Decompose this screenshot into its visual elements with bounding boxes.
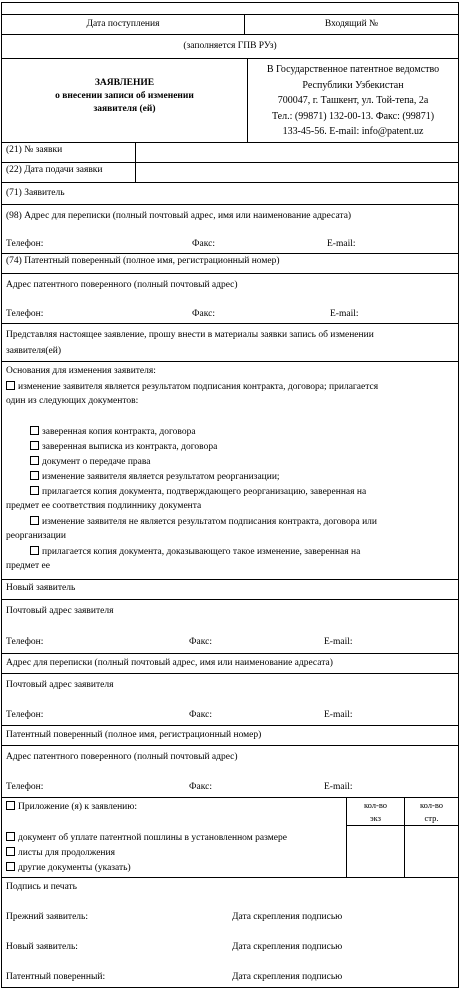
ground-item-checkbox[interactable] — [30, 516, 39, 525]
office-line-5: 133-45-56. E-mail: info@patent.uz — [282, 126, 424, 137]
attachments-block — [2, 798, 458, 878]
request-row — [2, 324, 458, 362]
pages-header — [405, 798, 458, 826]
new-correspondence-row[interactable]: Адрес для переписки (полный почтовый адрес, имя или наименование адресата) — [2, 654, 458, 674]
fax-label: Факс: — [189, 710, 212, 720]
ground-item-label: прилагается копия документа, подтверждающего реорганизацию, заверенная на — [42, 487, 367, 497]
attorney-row[interactable]: (74) Патентный поверенный (полное имя, регистрационный номер) — [2, 254, 458, 274]
top-blank-row — [2, 3, 458, 15]
new-date-label: Дата скрепления подписью — [232, 942, 343, 952]
ground-item-checkbox[interactable] — [30, 486, 39, 495]
email-label: E-mail: — [330, 309, 359, 319]
ground-item — [30, 456, 150, 467]
form-title — [2, 59, 248, 142]
phone-label: Телефон: — [6, 309, 44, 319]
office-address — [248, 59, 458, 142]
ground-item — [30, 426, 196, 437]
app-no-row — [2, 143, 458, 163]
attachment-checkbox[interactable] — [6, 862, 15, 871]
filing-date-label: (22) Дата подачи заявки — [2, 163, 136, 182]
fax-label: Факс: — [192, 309, 215, 319]
ground-item — [30, 516, 377, 527]
app-no-label: (21) № заявки — [2, 143, 136, 162]
ground-item-continuation: предмет ее — [6, 561, 50, 571]
ground-item-label: изменение заявителя является результатом реорганизации; — [42, 472, 280, 482]
application-form — [1, 2, 459, 988]
attachment-checkbox[interactable] — [6, 847, 15, 856]
attachment-checkbox[interactable] — [6, 832, 15, 841]
new-attorney-row[interactable]: Патентный поверенный (полное имя, регистрационный номер) — [2, 726, 458, 746]
ground-item-label: изменение заявителя не является результатом подписания контракта, договора или — [42, 517, 377, 527]
pages-header-line-2: стр. — [424, 813, 439, 823]
attorney-date-label: Дата скрепления подписью — [232, 972, 343, 982]
ground-item-label: заверенная копия контракта, договора — [42, 427, 196, 437]
phone-label: Телефон: — [6, 637, 44, 647]
signature-block — [2, 878, 458, 988]
app-no-field[interactable] — [136, 143, 458, 162]
received-date-label: Дата поступления — [2, 15, 245, 34]
ground-item — [30, 486, 366, 497]
email-label: E-mail: — [324, 637, 353, 647]
signature-title: Подпись и печать — [6, 882, 78, 892]
phone-label: Телефон: — [6, 239, 44, 249]
title-line-2: о внесении записи об изменении — [55, 91, 194, 101]
attachments-checkbox[interactable] — [6, 801, 15, 810]
new-postal-row[interactable] — [2, 600, 458, 654]
ground-main-line-2: один из следующих документов: — [6, 396, 139, 406]
former-applicant-label: Прежний заявитель: — [6, 912, 89, 922]
attachment-item — [6, 862, 131, 873]
correspondence-label: (98) Адрес для переписки (полный почтовый адрес, имя или наименование адресата) — [6, 211, 352, 221]
new-postal2-label: Почтовый адрес заявителя — [6, 680, 114, 690]
ground-item-checkbox[interactable] — [30, 426, 39, 435]
attachment-label: другие документы (указать) — [18, 863, 131, 873]
title-line-3: заявителя (ей) — [93, 104, 156, 114]
phone-label: Телефон: — [6, 710, 44, 720]
title-line-1: ЗАЯВЛЕНИЕ — [94, 78, 155, 88]
pages-header-line-1: кол-во — [419, 800, 444, 810]
ground-item-checkbox[interactable] — [30, 546, 39, 555]
grounds-block — [2, 362, 458, 580]
new-attorney-address-row[interactable] — [2, 746, 458, 798]
attorney-address-label: Адрес патентного поверенного (полный почтовый адрес) — [6, 280, 238, 290]
ground-item-checkbox[interactable] — [30, 471, 39, 480]
ground-item-checkbox[interactable] — [30, 456, 39, 465]
pages-column — [405, 798, 458, 877]
new-applicant-title: Новый заявитель — [2, 580, 458, 600]
former-date-label: Дата скрепления подписью — [232, 912, 343, 922]
title-block — [2, 59, 458, 143]
attachment-label: документ об уплате патентной пошлины в установленном размере — [18, 833, 287, 843]
fax-label: Факс: — [192, 239, 215, 249]
ground-item-checkbox[interactable] — [30, 441, 39, 450]
attorney-signature-label: Патентный поверенный: — [6, 972, 106, 982]
copies-column — [347, 798, 405, 877]
ground-item-continuation: реорганизации — [6, 531, 66, 541]
email-label: E-mail: — [324, 710, 353, 720]
attachments-list — [2, 798, 347, 877]
ground-item-label: документ о передаче права — [42, 457, 151, 467]
attachment-item — [6, 832, 287, 843]
filing-date-field[interactable] — [136, 163, 458, 182]
ground-item-label: прилагается копия документа, доказывающего такое изменение, заверенная на — [42, 547, 361, 557]
filing-date-row — [2, 163, 458, 183]
fax-label: Факс: — [189, 637, 212, 647]
applicant-row[interactable]: (71) Заявитель — [2, 183, 458, 205]
correspondence-row[interactable] — [2, 205, 458, 254]
copies-header-line-1: кол-во — [363, 800, 388, 810]
email-label: E-mail: — [327, 239, 356, 249]
request-line-2: заявителя(ей) — [6, 346, 62, 356]
ground-main-checkbox[interactable] — [6, 381, 15, 390]
fax-label: Факс: — [189, 782, 212, 792]
attorney-address-row[interactable] — [2, 274, 458, 324]
attachments-title-line — [6, 801, 137, 812]
incoming-no-label: Входящий № — [324, 19, 379, 29]
phone-label: Телефон: — [6, 782, 44, 792]
copies-header-line-2: экз — [369, 813, 382, 823]
office-line-4: Тел.: (99871) 132-00-13. Факс: (99871) — [271, 110, 435, 122]
fill-note: (заполняется ГПВ РУз) — [2, 35, 458, 59]
ground-item — [30, 546, 360, 557]
grounds-title: Основания для изменения заявителя: — [6, 366, 156, 376]
ground-item — [30, 471, 280, 482]
header-row — [2, 15, 458, 35]
ground-item — [30, 441, 217, 452]
office-line-2: Республики Узбекистан — [302, 79, 404, 91]
new-postal2-row[interactable] — [2, 674, 458, 726]
copies-header — [347, 798, 404, 826]
attachment-label: листы для продолжения — [18, 848, 115, 858]
new-applicant-label: Новый заявитель: — [6, 942, 78, 952]
ground-main — [6, 381, 378, 392]
email-label: E-mail: — [324, 782, 353, 792]
office-line-3: 700047, г. Ташкент, ул. Той-тепа, 2а — [277, 95, 429, 106]
new-attorney-address-label: Адрес патентного поверенного (полный почтовый адрес) — [6, 752, 238, 762]
ground-item-label: заверенная выписка из контракта, договора — [42, 442, 218, 452]
attachments-title: Приложение (я) к заявлению: — [18, 802, 137, 812]
office-line-1: В Государственное патентное ведомство — [266, 64, 440, 75]
attachment-item — [6, 847, 115, 858]
new-postal-label: Почтовый адрес заявителя — [6, 606, 114, 616]
request-line-1: Представляя настоящее заявление, прошу внести в материалы заявки запись об изменении — [6, 330, 374, 340]
ground-item-continuation: предмет ее соответствия подлиннику документа — [6, 501, 202, 511]
ground-main-line-1: изменение заявителя является результатом подписания контракта, договора; прилагается — [18, 382, 379, 392]
